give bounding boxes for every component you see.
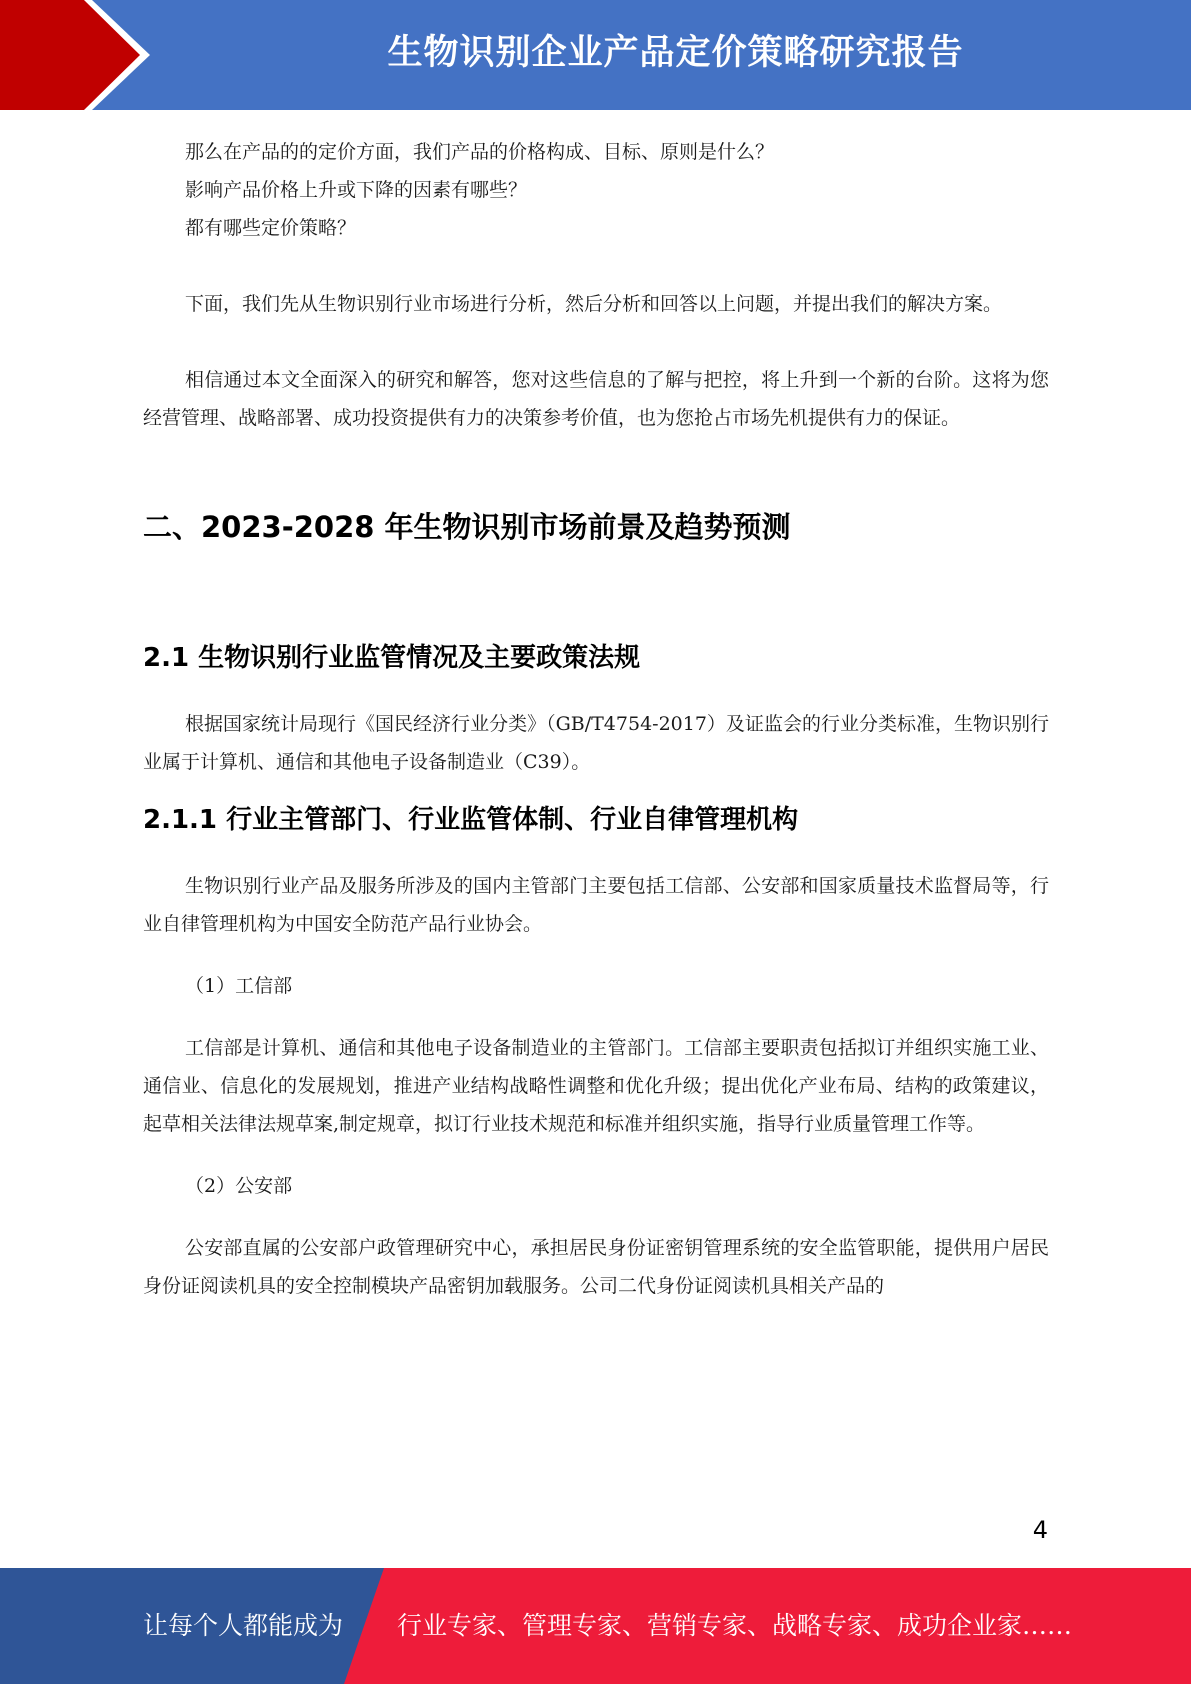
header-banner [0, 0, 1191, 110]
intro-paragraph-2: 相信通过本文全面深入的研究和解答，您对这些信息的了解与把控，将上升到一个新的台阶。这将为您经营管理、战略部署、成功投资提供有力的决策参考价值，也为您抢占市场先机提供有力的保证。 [143, 369, 1049, 429]
intro-question-1: 那么在产品的的定价方面，我们产品的价格构成、目标、原则是什么？ [185, 141, 775, 163]
section-2-1-heading: 2.1 生物识别行业监管情况及主要政策法规 [143, 643, 641, 673]
section-2-heading: 二、2023-2028 年生物识别市场前景及趋势预测 [143, 510, 791, 544]
item-2-paragraph: 公安部直属的公安部户政管理研究中心，承担居民身份证密钥管理系统的安全监管职能，提供用户居民身份证阅读机具的安全控制模块产品密钥加载服务。公司二代身份证阅读机具相关产品的 [143, 1237, 1049, 1297]
page-content [143, 133, 1049, 1305]
item-1-label: （1）工信部 [185, 975, 293, 997]
footer-slogan-left: 让每个人都能成为 [143, 1611, 344, 1640]
item-2-label: （2）公安部 [185, 1175, 293, 1197]
footer-slogan-right: 行业专家、管理专家、营销专家、战略专家、成功企业家…… [397, 1611, 1073, 1640]
intro-question-2: 影响产品价格上升或下降的因素有哪些？ [185, 179, 528, 201]
section-2-1-paragraph: 根据国家统计局现行《国民经济行业分类》（GB/T4754-2017）及证监会的行业分类标准，生物识别行业属于计算机、通信和其他电子设备制造业（C39）。 [143, 713, 1049, 773]
section-2-1-1-heading: 2.1.1 行业主管部门、行业监管体制、行业自律管理机构 [143, 805, 799, 835]
document-title: 生物识别企业产品定价策略研究报告 [387, 33, 964, 73]
intro-paragraph-1: 下面，我们先从生物识别行业市场进行分析，然后分析和回答以上问题，并提出我们的解决方案。 [185, 293, 1003, 315]
item-1-paragraph: 工信部是计算机、通信和其他电子设备制造业的主管部门。工信部主要职责包括拟订并组织实施工业、通信业、信息化的发展规划，推进产业结构战略性调整和优化升级；提出优化产业布局、结构的政策建议，起草相关法律法规草案,制定规章，拟订行业技术规范和标准并组织实施，指导行业质量管理工作等。 [143, 1037, 1049, 1135]
page-number: 4 [1032, 1516, 1048, 1544]
intro-question-3: 都有哪些定价策略？ [185, 217, 357, 239]
footer-banner [0, 1568, 1191, 1684]
section-2-1-1-paragraph: 生物识别行业产品及服务所涉及的国内主管部门主要包括工信部、公安部和国家质量技术监督局等，行业自律管理机构为中国安全防范产品行业协会。 [143, 875, 1049, 935]
